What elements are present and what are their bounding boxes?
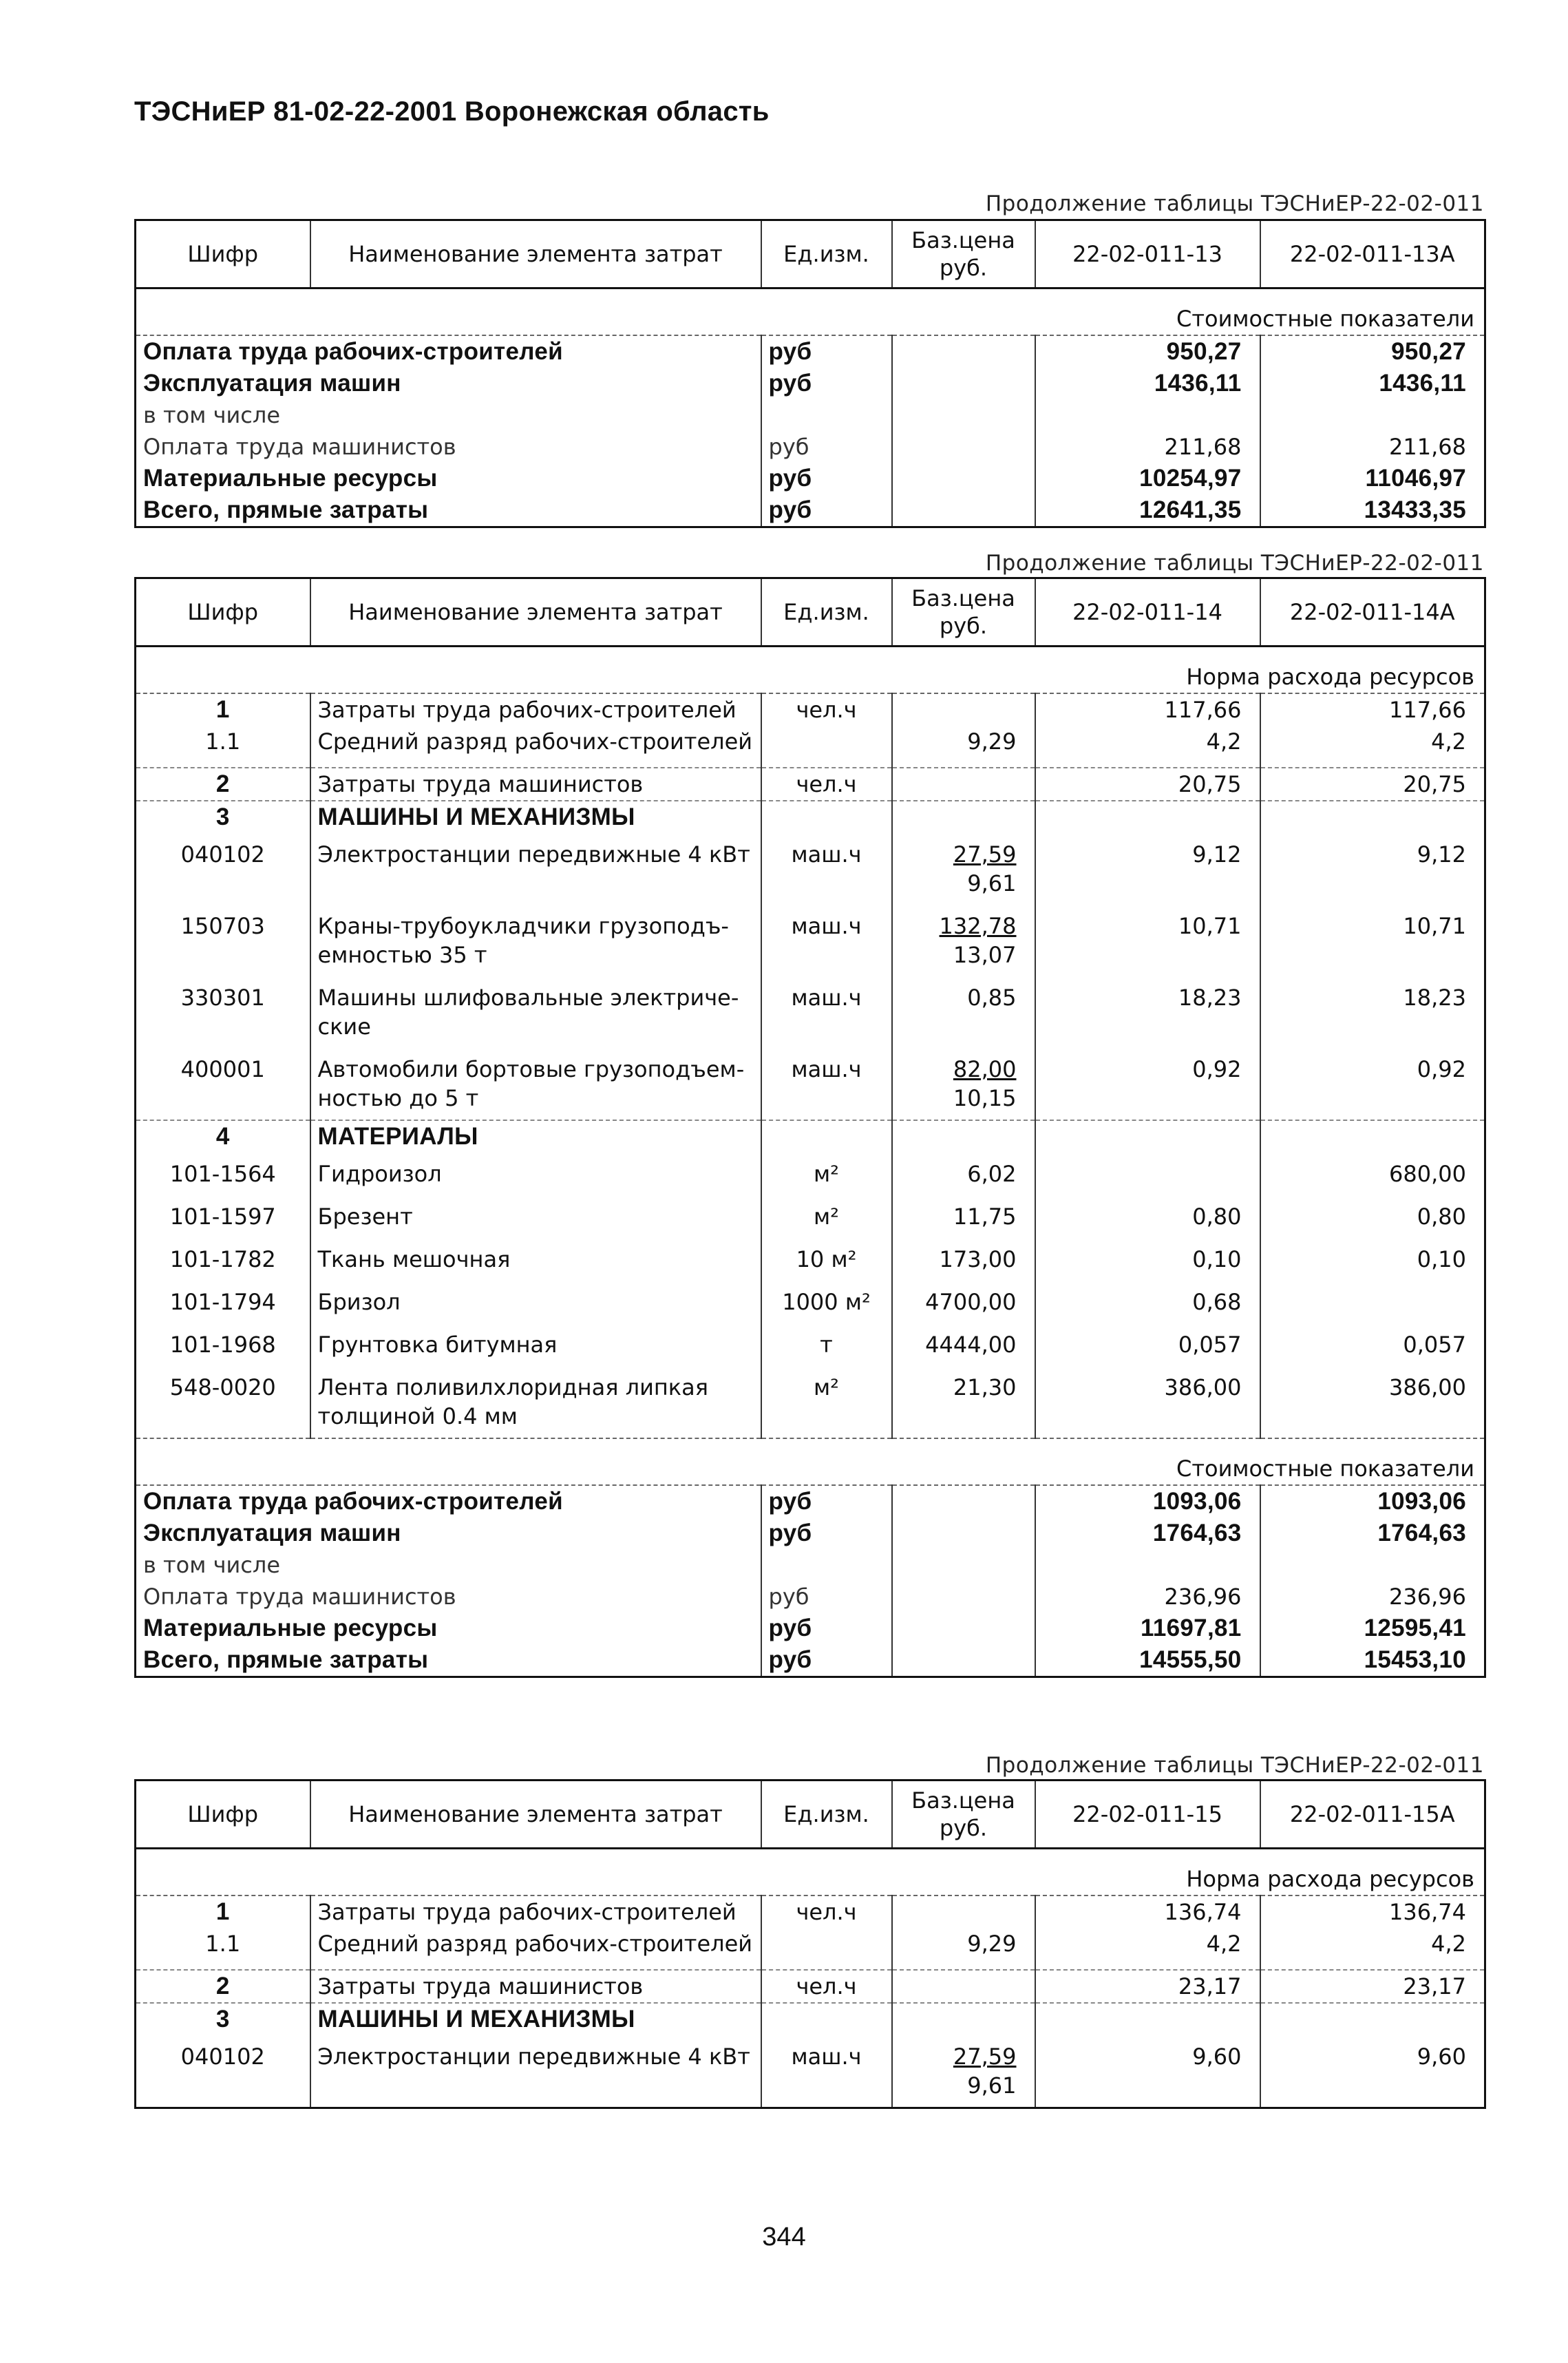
unit: руб xyxy=(761,335,892,368)
value-b: 15453,10 xyxy=(1260,1644,1485,1677)
row-value-a: 20,75 xyxy=(1035,768,1260,801)
labor-pay-label: Оплата труда рабочих-строителей xyxy=(136,1485,761,1517)
unit: руб xyxy=(761,1581,892,1613)
row-name: Брезент xyxy=(310,1195,761,1238)
unit: руб xyxy=(761,1485,892,1517)
row-price-driver: 9,61 xyxy=(967,870,1017,896)
row-name: Затраты труда рабочих-строителей xyxy=(310,693,761,726)
cost-table-13 xyxy=(134,219,1486,528)
table-row xyxy=(136,494,1485,527)
row-name: Затраты труда рабочих-строителей xyxy=(310,1895,761,1928)
norm-table-14 xyxy=(134,577,1486,1678)
table-row xyxy=(136,1366,1485,1438)
row-unit: чел.ч xyxy=(761,768,892,801)
table-row xyxy=(136,693,1485,726)
row-price: 9,29 xyxy=(892,726,1035,757)
row-value-a: 0,10 xyxy=(1035,1238,1260,1281)
value-a: 1436,11 xyxy=(1035,368,1260,399)
row-code: 101-1597 xyxy=(136,1195,310,1238)
row-value-a: 4,2 xyxy=(1035,1928,1260,1960)
row-unit xyxy=(761,726,892,757)
table-row xyxy=(136,1195,1485,1238)
row-name: Затраты труда машинистов xyxy=(310,1970,761,2003)
col-price-header: Баз.цена руб. xyxy=(892,1781,1035,1849)
row-unit: т xyxy=(761,1323,892,1366)
document-title: ТЭСНиЕР 81-02-22-2001 Воронежская область xyxy=(134,96,770,127)
row-price: 82,00 xyxy=(953,1056,1017,1082)
row-name: Грунтовка битумная xyxy=(310,1323,761,1366)
table-row xyxy=(136,368,1485,399)
row-value-b: 23,17 xyxy=(1260,1970,1485,2003)
row-price: 11,75 xyxy=(892,1195,1035,1238)
group-row xyxy=(136,801,1485,833)
row-value-b: 20,75 xyxy=(1260,768,1485,801)
row-price: 6,02 xyxy=(892,1153,1035,1195)
driver-pay-label: Оплата труда машинистов xyxy=(136,1581,761,1613)
row-value-a: 117,66 xyxy=(1035,693,1260,726)
row-unit xyxy=(761,1928,892,1960)
col-a-header: 22-02-011-13 xyxy=(1035,220,1260,288)
value-a: 1764,63 xyxy=(1035,1517,1260,1549)
value-a: 950,27 xyxy=(1035,335,1260,368)
value-b: 236,96 xyxy=(1260,1581,1485,1613)
row-value-b: 0,92 xyxy=(1260,1048,1485,1120)
table-row xyxy=(136,1549,1485,1581)
group-name: МАШИНЫ И МЕХАНИЗМЫ xyxy=(310,801,761,833)
row-value-a: 0,80 xyxy=(1035,1195,1260,1238)
row-code: 101-1968 xyxy=(136,1323,310,1366)
col-price-header: Баз.цена руб. xyxy=(892,220,1035,288)
unit: руб xyxy=(761,463,892,494)
row-unit: маш.ч xyxy=(761,833,892,905)
row-value-b: 9,60 xyxy=(1260,2035,1485,2108)
section-norm: Норма расхода ресурсов xyxy=(136,1849,1485,1896)
table-row xyxy=(136,431,1485,463)
unit: руб xyxy=(761,494,892,527)
table-row xyxy=(136,1613,1485,1644)
row-code: 040102 xyxy=(136,2035,310,2108)
col-b-header: 22-02-011-14А xyxy=(1260,578,1485,647)
row-code: 548-0020 xyxy=(136,1366,310,1438)
table-row xyxy=(136,399,1485,431)
including-label: в том числе xyxy=(136,1549,761,1581)
group-code: 3 xyxy=(136,2003,310,2035)
row-price: 21,30 xyxy=(892,1366,1035,1438)
materials-label: Материальные ресурсы xyxy=(136,1613,761,1644)
row-value-b: 4,2 xyxy=(1260,726,1485,757)
row-value-a: 9,12 xyxy=(1035,833,1260,905)
row-name: Лента поливилхлоридная липкая толщиной 0.4 мм xyxy=(310,1366,761,1438)
row-value-b: 0,057 xyxy=(1260,1323,1485,1366)
value-b: 11046,97 xyxy=(1260,463,1485,494)
row-value-b: 4,2 xyxy=(1260,1928,1485,1960)
row-unit: маш.ч xyxy=(761,976,892,1048)
driver-pay-label: Оплата труда машинистов xyxy=(136,431,761,463)
row-code: 101-1782 xyxy=(136,1238,310,1281)
table-row xyxy=(136,1153,1485,1195)
table-caption: Продолжение таблицы ТЭСНиЕР-22-02-011 xyxy=(985,1753,1484,1778)
row-value-b: 680,00 xyxy=(1260,1153,1485,1195)
section-norm: Норма расхода ресурсов xyxy=(136,647,1485,694)
table-row xyxy=(136,1517,1485,1549)
row-name: Электростанции передвижные 4 кВт xyxy=(310,833,761,905)
value-b: 1436,11 xyxy=(1260,368,1485,399)
table-row xyxy=(136,1895,1485,1928)
row-code: 1.1 xyxy=(136,726,310,757)
row-price: 132,78 xyxy=(939,913,1017,939)
section-cost: Стоимостные показатели xyxy=(136,1438,1485,1485)
value-a: 14555,50 xyxy=(1035,1644,1260,1677)
unit: руб xyxy=(761,1644,892,1677)
table-row xyxy=(136,976,1485,1048)
table-row xyxy=(136,2035,1485,2108)
table-row xyxy=(136,1485,1485,1517)
row-value-b: 9,12 xyxy=(1260,833,1485,905)
machines-op-label: Эксплуатация машин xyxy=(136,368,761,399)
row-code: 150703 xyxy=(136,905,310,976)
row-price xyxy=(892,1895,1035,1928)
row-name: Средний разряд рабочих-строителей xyxy=(310,726,761,757)
row-unit: м² xyxy=(761,1366,892,1438)
col-code-header: Шифр xyxy=(136,220,310,288)
table-row xyxy=(136,1323,1485,1366)
row-price-driver: 10,15 xyxy=(953,1085,1017,1111)
row-unit: 1000 м² xyxy=(761,1281,892,1323)
row-value-a: 23,17 xyxy=(1035,1970,1260,2003)
row-name: Средний разряд рабочих-строителей xyxy=(310,1928,761,1960)
row-code: 2 xyxy=(136,768,310,801)
value-b: 13433,35 xyxy=(1260,494,1485,527)
row-name: Краны-трубоукладчики грузоподъ-емностью 35 т xyxy=(310,905,761,976)
row-value-b: 10,71 xyxy=(1260,905,1485,976)
row-name: Машины шлифовальные электриче-ские xyxy=(310,976,761,1048)
row-price: 173,00 xyxy=(892,1238,1035,1281)
row-code: 1 xyxy=(136,693,310,726)
row-unit: м² xyxy=(761,1195,892,1238)
row-value-b: 117,66 xyxy=(1260,693,1485,726)
row-unit: м² xyxy=(761,1153,892,1195)
row-price: 27,59 xyxy=(953,841,1017,868)
row-value-b: 18,23 xyxy=(1260,976,1485,1048)
table-row xyxy=(136,1048,1485,1120)
table-caption: Продолжение таблицы ТЭСНиЕР-22-02-011 xyxy=(985,191,1484,216)
unit: руб xyxy=(761,431,892,463)
row-price xyxy=(892,693,1035,726)
row-value-a: 9,60 xyxy=(1035,2035,1260,2108)
row-price: 0,85 xyxy=(892,976,1035,1048)
row-code: 400001 xyxy=(136,1048,310,1120)
table-row xyxy=(136,1238,1485,1281)
value-a: 236,96 xyxy=(1035,1581,1260,1613)
col-unit-header: Ед.изм. xyxy=(761,578,892,647)
table-header-row xyxy=(136,220,1485,288)
row-name: Гидроизол xyxy=(310,1153,761,1195)
row-price-driver: 9,61 xyxy=(967,2072,1017,2099)
value-b: 1093,06 xyxy=(1260,1485,1485,1517)
col-b-header: 22-02-011-13А xyxy=(1260,220,1485,288)
col-price-header: Баз.цена руб. xyxy=(892,578,1035,647)
value-a: 11697,81 xyxy=(1035,1613,1260,1644)
row-code: 2 xyxy=(136,1970,310,2003)
table-row xyxy=(136,1281,1485,1323)
page-number: 344 xyxy=(762,2223,806,2251)
col-code-header: Шифр xyxy=(136,578,310,647)
machines-op-label: Эксплуатация машин xyxy=(136,1517,761,1549)
col-code-header: Шифр xyxy=(136,1781,310,1849)
value-b: 950,27 xyxy=(1260,335,1485,368)
col-a-header: 22-02-011-14 xyxy=(1035,578,1260,647)
row-price xyxy=(892,1970,1035,2003)
col-b-header: 22-02-011-15А xyxy=(1260,1781,1485,1849)
table-row xyxy=(136,726,1485,757)
table-row xyxy=(136,335,1485,368)
table-row xyxy=(136,1928,1485,1960)
row-code: 101-1794 xyxy=(136,1281,310,1323)
col-a-header: 22-02-011-15 xyxy=(1035,1781,1260,1849)
table-header-row xyxy=(136,1781,1485,1849)
row-value-a: 4,2 xyxy=(1035,726,1260,757)
value-b: 1764,63 xyxy=(1260,1517,1485,1549)
value-a: 211,68 xyxy=(1035,431,1260,463)
unit: руб xyxy=(761,1517,892,1549)
table-row xyxy=(136,1644,1485,1677)
row-unit: 10 м² xyxy=(761,1238,892,1281)
total-label: Всего, прямые затраты xyxy=(136,1644,761,1677)
row-value-a: 0,68 xyxy=(1035,1281,1260,1323)
norm-table-15 xyxy=(134,1779,1486,2109)
row-value-a: 10,71 xyxy=(1035,905,1260,976)
row-code: 1 xyxy=(136,1895,310,1928)
row-value-b: 386,00 xyxy=(1260,1366,1485,1438)
materials-label: Материальные ресурсы xyxy=(136,463,761,494)
value-b: 12595,41 xyxy=(1260,1613,1485,1644)
group-row xyxy=(136,1120,1485,1153)
row-value-b: 0,80 xyxy=(1260,1195,1485,1238)
row-unit: маш.ч xyxy=(761,1048,892,1120)
row-price: 27,59 xyxy=(953,2044,1017,2070)
table-row xyxy=(136,463,1485,494)
row-price: 4700,00 xyxy=(892,1281,1035,1323)
row-code: 101-1564 xyxy=(136,1153,310,1195)
row-name: Затраты труда машинистов xyxy=(310,768,761,801)
group-row xyxy=(136,2003,1485,2035)
row-price xyxy=(892,768,1035,801)
table-row xyxy=(136,833,1485,905)
section-cost: Стоимостные показатели xyxy=(136,288,1485,336)
row-value-b: 136,74 xyxy=(1260,1895,1485,1928)
row-price: 4444,00 xyxy=(892,1323,1035,1366)
row-unit: маш.ч xyxy=(761,905,892,976)
row-code: 330301 xyxy=(136,976,310,1048)
row-code: 1.1 xyxy=(136,1928,310,1960)
unit: руб xyxy=(761,368,892,399)
row-code: 040102 xyxy=(136,833,310,905)
row-name: Автомобили бортовые грузоподъем-ностью до 5 т xyxy=(310,1048,761,1120)
row-value-b xyxy=(1260,1281,1485,1323)
row-name: Ткань мешочная xyxy=(310,1238,761,1281)
row-value-a: 0,057 xyxy=(1035,1323,1260,1366)
including-label: в том числе xyxy=(136,399,761,431)
group-name: МАШИНЫ И МЕХАНИЗМЫ xyxy=(310,2003,761,2035)
row-unit: маш.ч xyxy=(761,2035,892,2108)
value-a: 12641,35 xyxy=(1035,494,1260,527)
row-price: 9,29 xyxy=(892,1928,1035,1960)
table-caption: Продолжение таблицы ТЭСНиЕР-22-02-011 xyxy=(985,551,1484,576)
value-a: 1093,06 xyxy=(1035,1485,1260,1517)
row-value-a: 0,92 xyxy=(1035,1048,1260,1120)
table-row xyxy=(136,1581,1485,1613)
col-unit-header: Ед.изм. xyxy=(761,1781,892,1849)
row-value-a: 136,74 xyxy=(1035,1895,1260,1928)
row-value-a: 18,23 xyxy=(1035,976,1260,1048)
row-unit: чел.ч xyxy=(761,1895,892,1928)
row-value-a: 386,00 xyxy=(1035,1366,1260,1438)
labor-pay-label: Оплата труда рабочих-строителей xyxy=(136,335,761,368)
unit: руб xyxy=(761,1613,892,1644)
row-name: Бризол xyxy=(310,1281,761,1323)
table-row xyxy=(136,1970,1485,2003)
row-unit: чел.ч xyxy=(761,693,892,726)
group-code: 4 xyxy=(136,1120,310,1153)
row-name: Электростанции передвижные 4 кВт xyxy=(310,2035,761,2108)
total-label: Всего, прямые затраты xyxy=(136,494,761,527)
value-a: 10254,97 xyxy=(1035,463,1260,494)
row-price-driver: 13,07 xyxy=(953,942,1017,968)
row-value-a xyxy=(1035,1153,1260,1195)
col-name-header: Наименование элемента затрат xyxy=(310,1781,761,1849)
group-code: 3 xyxy=(136,801,310,833)
col-name-header: Наименование элемента затрат xyxy=(310,220,761,288)
row-value-b: 0,10 xyxy=(1260,1238,1485,1281)
table-row xyxy=(136,768,1485,801)
row-unit: чел.ч xyxy=(761,1970,892,2003)
col-unit-header: Ед.изм. xyxy=(761,220,892,288)
group-name: МАТЕРИАЛЫ xyxy=(310,1120,761,1153)
col-name-header: Наименование элемента затрат xyxy=(310,578,761,647)
table-header-row xyxy=(136,578,1485,647)
table-row xyxy=(136,905,1485,976)
value-b: 211,68 xyxy=(1260,431,1485,463)
